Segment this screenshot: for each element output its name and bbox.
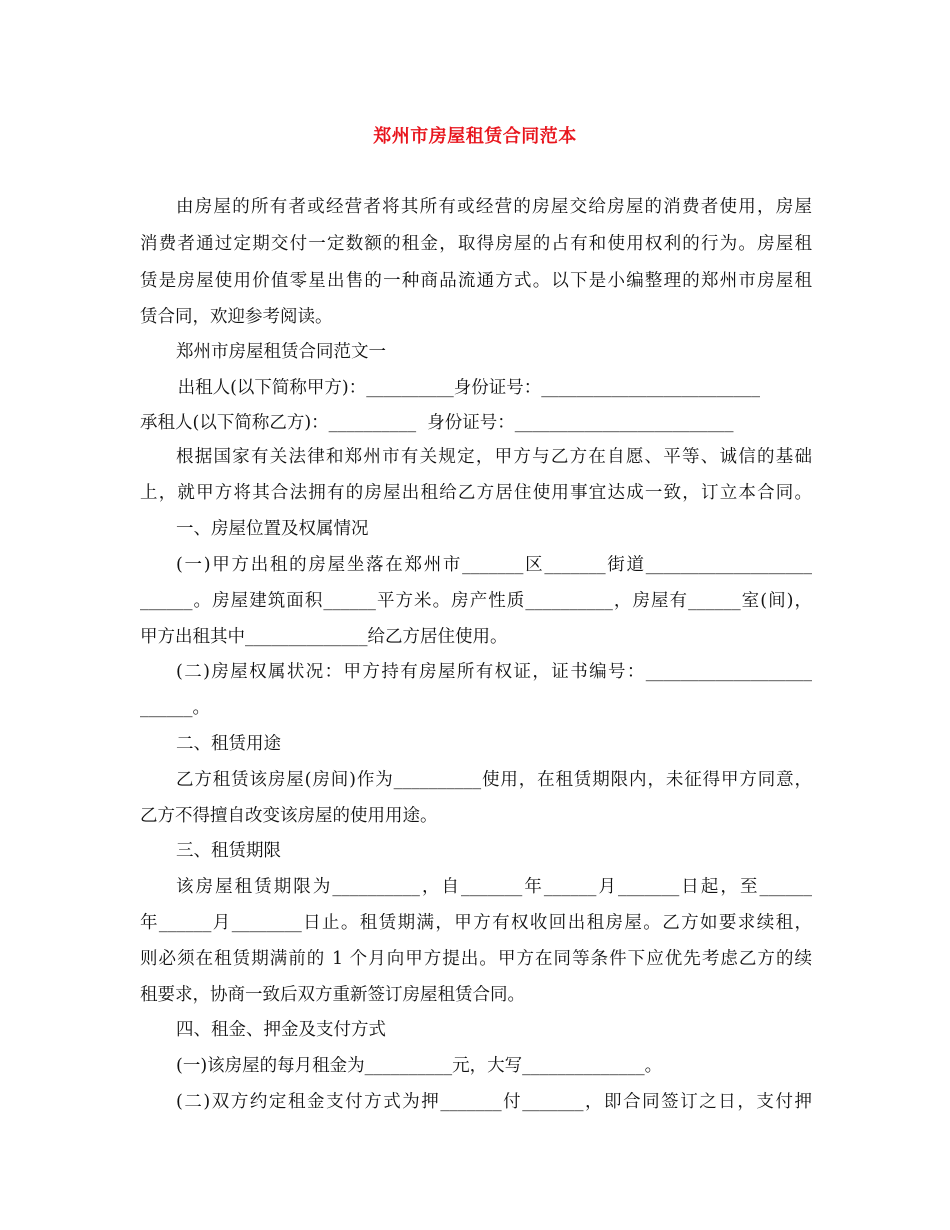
paragraph-line: 消费者通过定期交付一定数额的租金，取得房屋的占有和使用权利的行为。房屋租 xyxy=(140,234,812,254)
paragraph-line: 则必须在租赁期满前的 1 个月向甲方提出。甲方在同等条件下应优先考虑乙方的续 xyxy=(140,949,812,969)
form-line: 年______月________日止。租赁期满，甲方有权收回出租房屋。乙方如要求续租， xyxy=(140,913,812,933)
form-line: (一)甲方出租的房屋坐落在郑州市_______区_______街道___________________ xyxy=(176,555,812,575)
section-heading: 三、租赁期限 xyxy=(176,841,281,861)
paragraph-line: 乙方租赁该房屋(房间)作为__________使用，在租赁期限内，未征得甲方同意， xyxy=(176,770,812,790)
form-line: (二)房屋权属状况：甲方持有房屋所有权证，证书编号：___________________ xyxy=(176,662,812,682)
paragraph-line: 赁是房屋使用价值零星出售的一种商品流通方式。以下是小编整理的郑州市房屋租 xyxy=(140,271,812,291)
section-heading: 郑州市房屋租赁合同范文一 xyxy=(176,342,386,362)
form-line: 承租人(以下简称乙方)：__________ 身份证号：_________________________ xyxy=(140,413,734,433)
form-line: 出租人(以下简称甲方)：__________身份证号：_________________________ xyxy=(172,378,760,398)
paragraph-line: 租要求，协商一致后双方重新签订房屋租赁合同。 xyxy=(140,985,525,1005)
form-line: ______。 xyxy=(140,698,210,718)
paragraph-line: 根据国家有关法律和郑州市有关规定，甲方与乙方在自愿、平等、诚信的基础 xyxy=(176,447,812,467)
form-line: (一)该房屋的每月租金为__________元，大写______________。 xyxy=(176,1056,663,1076)
paragraph-line: 由房屋的所有者或经营者将其所有或经营的房屋交给房屋的消费者使用，房屋 xyxy=(176,197,812,217)
paragraph-line: 上，就甲方将其合法拥有的房屋出租给乙方居住使用事宜达成一致，订立本合同。 xyxy=(140,483,812,503)
form-line: ______。房屋建筑面积______平方米。房产性质__________，房屋有______室(间)， xyxy=(140,591,812,611)
section-heading: 一、房屋位置及权属情况 xyxy=(176,519,369,539)
section-heading: 四、租金、押金及支付方式 xyxy=(176,1020,386,1040)
document-title: 郑州市房屋租赁合同范本 xyxy=(373,126,577,147)
paragraph-line: 赁合同，欢迎参考阅读。 xyxy=(140,307,333,327)
form-line: (二)双方约定租金支付方式为押_______付_______，即合同签订之日，支付押 xyxy=(176,1092,812,1112)
form-line: 该房屋租赁期限为__________，自_______年______月_______日起，至______ xyxy=(176,877,812,897)
form-line: 甲方出租其中______________给乙方居住使用。 xyxy=(140,627,508,647)
section-heading: 二、租赁用途 xyxy=(176,734,281,754)
paragraph-line: 乙方不得擅自改变该房屋的使用用途。 xyxy=(140,806,438,826)
